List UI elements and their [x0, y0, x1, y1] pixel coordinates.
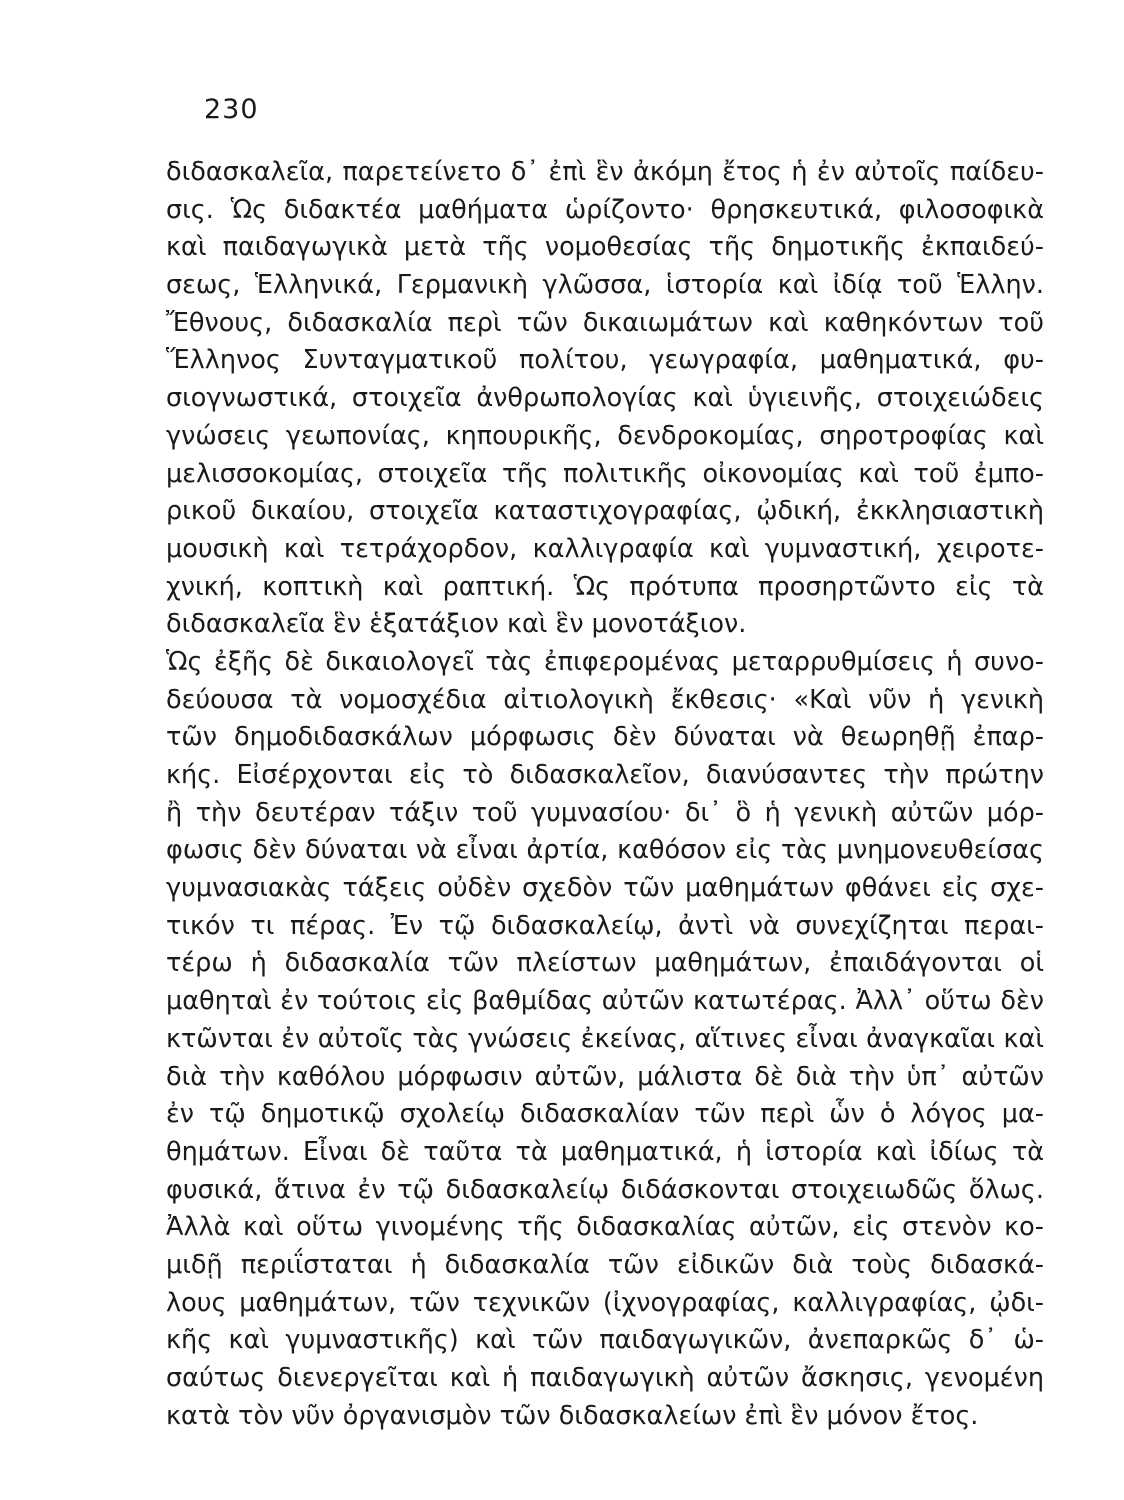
text-line: σιογνωστικά, στοιχεῖα ἀνθρωπολογίας καὶ ὑγιεινῆς, στοιχειώδεις [166, 383, 1044, 414]
text-line: κής. Εἰσέρχονται εἰς τὸ διδασκαλεῖον, διανύσαντες τὴν πρώτην [166, 760, 1044, 790]
text-line: Ἔθνους, διδασκαλία περὶ τῶν δικαιωμάτων καὶ καθηκόντων τοῦ [166, 307, 1044, 338]
text-line: καὶ παιδαγωγικὰ μετὰ τῆς νομοθεσίας τῆς δημοτικῆς ἐκπαιδεύ- [166, 232, 1044, 263]
text-line: γνώσεις γεωπονίας, κηπουρικῆς, δενδροκομίας, σηροτροφίας καὶ [166, 420, 1044, 451]
text-line: κτῶνται ἐν αὐτοῖς τὰς γνώσεις ἐκείνας, αἵτινες εἶναι ἀναγκαῖαι καὶ [166, 1023, 1044, 1054]
body-text [166, 154, 1044, 1435]
text-line: Ἕλληνος Συνταγματικοῦ πολίτου, γεωγραφία, μαθηματικά, φυ- [166, 345, 1044, 376]
text-line: κατὰ τὸν νῦν ὀργανισμὸν τῶν διδασκαλείων ἐπὶ ἓν μόνον ἔτος. [166, 1400, 979, 1431]
page-number: 230 [204, 94, 259, 125]
text-line: διὰ τὴν καθόλου μόρφωσιν αὐτῶν, μάλιστα δὲ διὰ τὴν ὑπ᾽ αὐτῶν [166, 1061, 1044, 1092]
text-line: μελισσοκομίας, στοιχεῖα τῆς πολιτικῆς οἰκονομίας καὶ τοῦ ἐμπο- [166, 458, 1044, 489]
text-line: μιδῇ περιΐσταται ἡ διδασκαλία τῶν εἰδικῶν διὰ τοὺς διδασκά- [166, 1249, 1044, 1280]
text-line: γυμνασιακὰς τάξεις οὐδὲν σχεδὸν τῶν μαθημάτων φθάνει εἰς σχε- [166, 873, 1044, 904]
text-line: διδασκαλεῖα, παρετείνετο δ᾽ ἐπὶ ἓν ἀκόμη ἔτος ἡ ἐν αὐτοῖς παίδευ- [166, 157, 1044, 187]
text-line: μουσικὴ καὶ τετράχορδον, καλλιγραφία καὶ γυμναστική, χειροτε- [166, 533, 1044, 564]
text-line: τέρω ἡ διδασκαλία τῶν πλείστων μαθημάτων, ἐπαιδάγονται οἱ [166, 948, 1044, 979]
text-line: σαύτως διενεργεῖται καὶ ἡ παιδαγωγικὴ αὐτῶν ἄσκησις, γενομένη [166, 1363, 1044, 1393]
text-line: κῆς καὶ γυμναστικῆς) καὶ τῶν παιδαγωγικῶν, ἀνεπαρκῶς δ᾽ ὡ- [166, 1325, 1044, 1356]
text-line: δεύουσα τὰ νομοσχέδια αἰτιολογικὴ ἔκθεσις· «Καὶ νῦν ἡ γενικὴ [166, 684, 1044, 715]
text-line: φυσικά, ἅτινα ἐν τῷ διδασκαλείῳ διδάσκονται στοιχειωδῶς ὅλως. [166, 1174, 1044, 1205]
text-line: μαθηταὶ ἐν τούτοις εἰς βαθμίδας αὐτῶν κατωτέρας. Ἀλλ᾽ οὕτω δὲν [166, 986, 1044, 1017]
text-line: ἢ τὴν δευτέραν τάξιν τοῦ γυμνασίου· δι᾽ ὃ ἡ γενικὴ αὐτῶν μόρ- [166, 797, 1044, 828]
text-line: διδασκαλεῖα ἓν ἑξατάξιον καὶ ἓν μονοτάξιον. [166, 609, 747, 640]
text-line: ρικοῦ δικαίου, στοιχεῖα καταστιχογραφίας, ᾠδική, ἐκκλησιαστικὴ [166, 496, 1044, 527]
text-line: τῶν δημοδιδασκάλων μόρφωσις δὲν δύναται νὰ θεωρηθῇ ἐπαρ- [166, 722, 1044, 753]
text-line: ἐν τῷ δημοτικῷ σχολείῳ διδασκαλίαν τῶν περὶ ὧν ὁ λόγος μα- [166, 1099, 1044, 1130]
text-line: τικόν τι πέρας. Ἐν τῷ διδασκαλείῳ, ἀντὶ νὰ συνεχίζηται περαι- [166, 910, 1044, 941]
text-line: φωσις δὲν δύναται νὰ εἶναι ἀρτία, καθόσον εἰς τὰς μνημονευθείσας [166, 835, 1044, 866]
text-line: σεως, Ἑλληνικά, Γερμανικὴ γλῶσσα, ἱστορία καὶ ἰδίᾳ τοῦ Ἑλλην. [166, 270, 1044, 301]
text-line: Ὡς ἐξῆς δὲ δικαιολογεῖ τὰς ἐπιφερομένας μεταρρυθμίσεις ἡ συνο- [166, 646, 1044, 677]
text-line: χνική, κοπτικὴ καὶ ραπτική. Ὡς πρότυπα προσηρτῶντο εἰς τὰ [166, 571, 1044, 602]
text-line: θημάτων. Εἶναι δὲ ταῦτα τὰ μαθηματικά, ἡ ἱστορία καὶ ἰδίως τὰ [166, 1136, 1044, 1167]
text-line: λους μαθημάτων, τῶν τεχνικῶν (ἰχνογραφίας, καλλιγραφίας, ᾠδι- [166, 1287, 1044, 1318]
text-line: Ἀλλὰ καὶ οὕτω γινομένης τῆς διδασκαλίας αὐτῶν, εἰς στενὸν κο- [166, 1212, 1044, 1243]
text-line: σις. Ὡς διδακτέα μαθήματα ὡρίζοντο· θρησκευτικά, φιλοσοφικὰ [166, 194, 1044, 225]
